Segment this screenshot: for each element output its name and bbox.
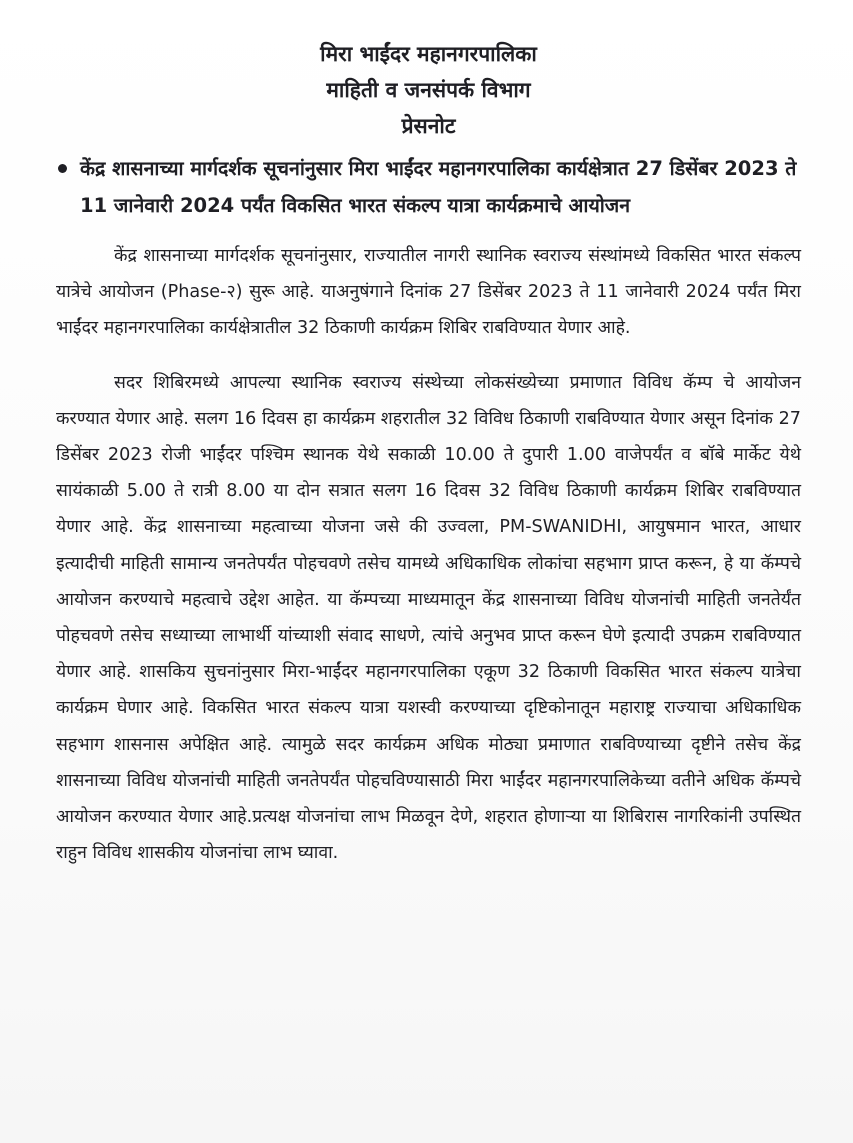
department-name: माहिती व जनसंपर्क विभाग [326,78,531,102]
letterhead [56,36,801,144]
headline-text: केंद्र शासनाच्या मार्गदर्शक सूचनांनुसार मिरा भाईंदर महानगरपालिका कार्यक्षेत्रात 27 डिसेंबर 2023 ते 11 जानेवारी 2024 पर्यंत विकसित भारत संकल्प यात्रा कार्यक्रमाचे आयोजन [80,157,797,217]
document-type: प्रेसनोट [401,114,456,138]
body-paragraph-1: केंद्र शासनाच्या मार्गदर्शक सूचनांनुसार, राज्यातील नागरी स्थानिक स्वराज्य संस्थांमध्ये विकसित भारत संकल्प यात्रेचे आयोजन (Phase-२) सुरू आहे. याअनुषंगाने दिनांक 27 डिसेंबर 2023 ते 11 जानेवारी 2024 पर्यंत मिरा भाईंदर महानगरपालिका कार्यक्षेत्रातील 32 ठिकाणी कार्यक्रम शिबिर राबविण्यात येणार आहे. [56,246,801,339]
headline-bullet [56,150,801,224]
bullet-dot-icon [58,164,67,173]
organization-name: मिरा भाईंदर महानगरपालिका [320,42,537,66]
body-paragraph-2: सदर शिबिरमध्ये आपल्या स्थानिक स्वराज्य संस्थेच्या लोकसंख्येच्या प्रमाणात विविध कॅम्प चे आयोजन करण्यात येणार आहे. सलग 16 दिवस हा कार्यक्रम शहरातील 32 विविध ठिकाणी राबविण्यात येणार असून दिनांक 27 डिसेंबर 2023 रोजी भाईंदर पश्चिम स्थानक येथे सकाळी 10.00 ते दुपारी 1.00 वाजेपर्यंत व बॉबे मार्केट येथे सायंकाळी 5.00 ते रात्री 8.00 या दोन सत्रात सलग 16 दिवस 32 विविध ठिकाणी कार्यक्रम शिबिर राबविण्यात येणार आहे. केंद्र शासनाच्या महत्वाच्या योजना जसे की उज्वला, PM-SWANIDHI, आयुषमान भारत, आधार इत्यादीची माहिती सामान्य जनतेपर्यंत पोहचवणे तसेच यामध्ये अधिकाधिक लोकांचा सहभाग प्राप्त करून, हे या कॅम्पचे आयोजन करण्याचे महत्वाचे उद्देश आहेत. या कॅम्पच्या माध्यमातून केंद्र शासनाच्या विविध योजनांची माहिती जनतेर्यंत पोहचवणे तसेच सध्याच्या लाभार्थी यांच्याशी संवाद साधणे, त्यांचे अनुभव प्राप्त करून घेणे इत्यादी उपक्रम राबविण्यात येणार आहे. शासकिय सुचनांनुसार मिरा-भाईंदर महानगरपालिका एकूण 32 ठिकाणी विकसित भारत संकल्प यात्रेचा कार्यक्रम घेणार आहे. विकसित भारत संकल्प यात्रा यशस्वी करण्याच्या दृष्टिकोनातून महाराष्ट्र राज्याचा अधिकाधिक सहभाग शासनास अपेक्षित आहे. त्यामुळे सदर कार्यक्रम अधिक मोठ्या प्रमाणात राबविण्याच्या दृष्टीने तसेच केंद्र शासनाच्या विविध योजनांची माहिती जनतेपर्यंत पोहचविण्यासाठी मिरा भाईंदर महानगरपालिकेच्या वतीने अधिक कॅम्पचे आयोजन करण्यात येणार आहे.प्रत्यक्ष योजनांचा लाभ मिळवून देणे, शहरात होणाऱ्या या शिबिरास नागरिकांनी उपस्थित राहुन विविध शासकीय योजनांचा लाभ घ्यावा. [56,372,801,864]
